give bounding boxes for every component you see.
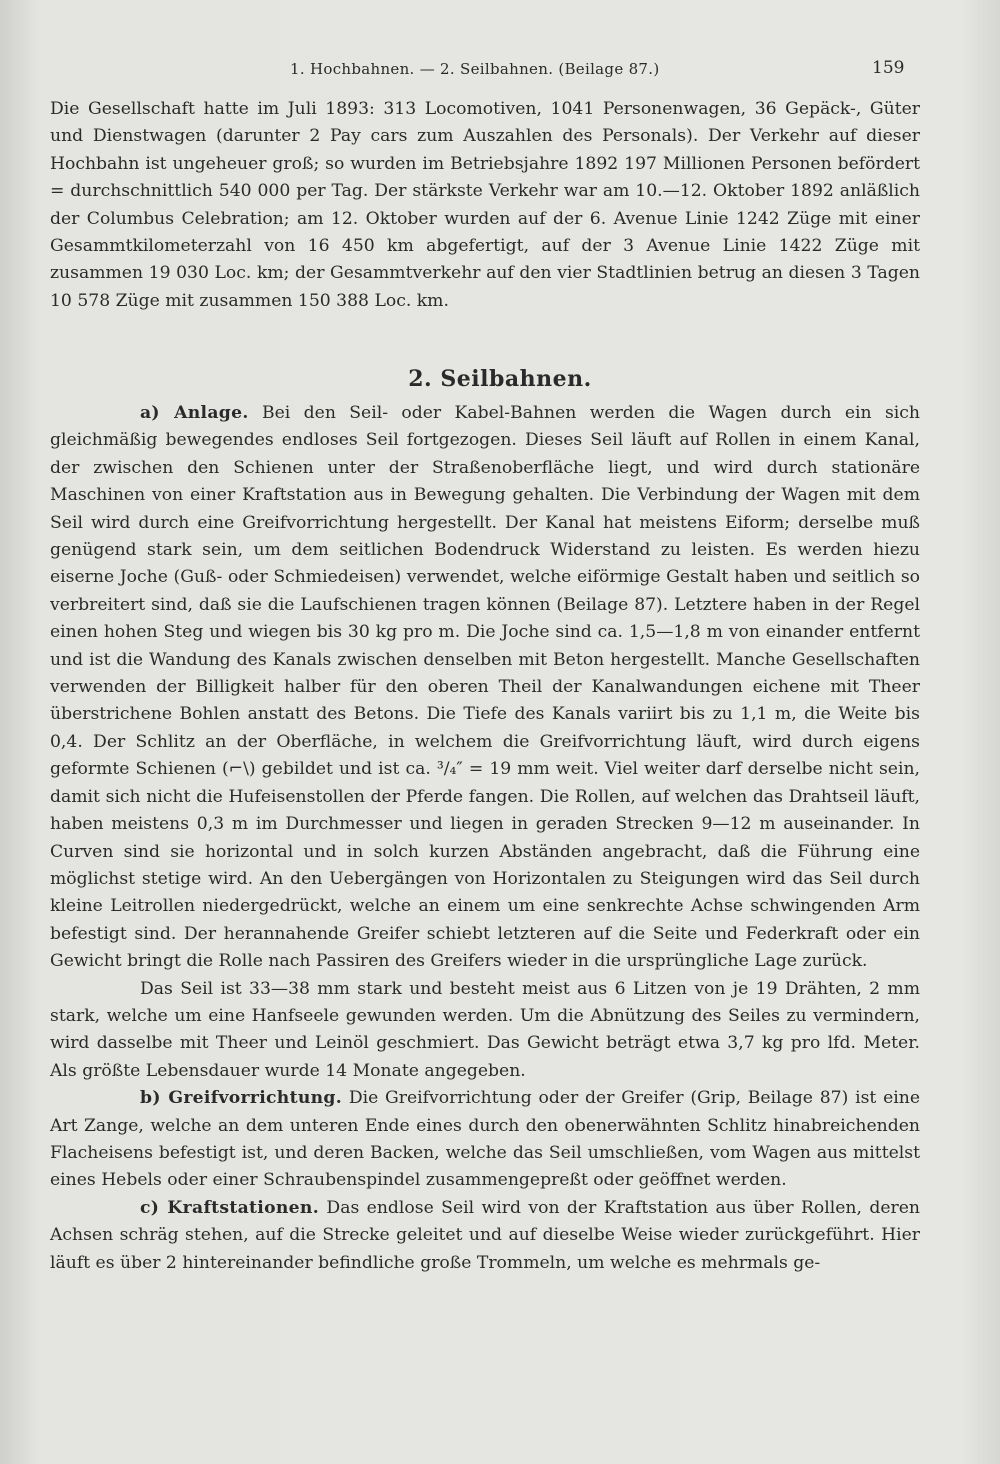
text-anlage: Bei den Seil- oder Kabel-Bahnen werden die Wagen durch ein sich gleichmäßig bewegendes endloses Seil fortgezogen. Dieses Seil läuft auf Rollen in einem Kanal, der zwischen den Schienen unter der Straßenoberfläche liegt, und wird durch stationäre Maschinen von einer Kraftstation aus in Bewegung gehalten. Die Verbindung der Wagen mit dem Seil wird durch eine Greifvorrichtung hergestellt. Der Kanal hat meistens Eiform; derselbe muß genügend stark sein, um dem seitlichen Bodendruck Widerstand zu leisten. Es werden hiezu eiserne Joche (Guß- oder Schmiedeisen) verwendet, welche eiförmige Gestalt haben und seitlich so verbreitert sind, daß sie die Laufschienen tragen können (Beilage 87). Letztere haben in der Regel einen hohen Steg und wiegen bis 30 kg pro m. Die Joche sind ca. 1,5—1,8 m von einander entfernt und ist die Wandung des Kanals zwischen denselben mit Beton hergestellt. Manche Gesellschaften verwenden der Billigkeit halber für den oberen Theil der Kanalwandungen eichene mit Theer überstrichene Bohlen anstatt des Betons. Die Tiefe des Kanals variirt bis zu 1,1 m, die Weite bis 0,4. Der Schlitz an der Oberfläche, in welchem die Greifvorrichtung läuft, wird durch eigens geformte Schienen (⌐\) gebildet und ist ca. ³/₄″ = 19 mm weit. Viel weiter darf derselbe nicht sein, damit sich nicht die Hufeisenstollen der Pferde fangen. Die Rollen, auf welchen das Drahtseil läuft, haben meistens 0,3 m im Durchmesser und liegen in geraden Strecken 9—12 m auseinander. In Curven sind sie horizontal und in solch kurzen Abständen angebracht, daß die Führung eine möglichst stetige wird. An den Uebergängen von Horizontalen zu Steigungen wird das Seil durch kleine Leitrollen niedergedrückt, welche an einem um eine senkrechte Achse schwingenden Arm befestigt sind. Der herannahende Greifer schiebt letzteren auf die Seite und Federkraft oder ein Gewicht bringt die Rolle nach Passiren des Greifers wieder in die ursprüngliche Lage zurück.: [50, 403, 920, 972]
intro-paragraph: Die Gesellschaft hatte im Juli 1893: 313 Locomotiven, 1041 Personenwagen, 36 Gepäck-, Güter und Dienstwagen (darunter 2 Pay cars zum Auszahlen des Personals). Der Verkehr auf dieser Hochbahn ist ungeheuer groß; so wurden im Betriebsjahre 1892 197 Millionen Personen befördert = durchschnittlich 540 000 per Tag. Der stärkste Verkehr war am 10.—12. Oktober 1892 anläßlich der Columbus Celebration; am 12. Oktober wurden auf der 6. Avenue Linie 1242 Züge mit einer Gesammtkilometerzahl von 16 450 km abgefertigt, auf der 3 Avenue Linie 1422 Züge mit zusammen 19 030 Loc. km; der Gesammtverkehr auf den vier Stadtlinien betrug an diesen 3 Tagen 10 578 Züge mit zusammen 150 388 Loc. km.: [50, 99, 920, 311]
text-kraftstationen: Das endlose Seil wird von der Kraftstation aus über Rollen, deren Achsen schräg stehen, auf die Strecke geleitet und auf dieselbe Weise wieder zurückgeführt. Hier läuft es über 2 hintereinander befindliche große Trommeln, um welche es mehrmals ge-: [50, 1197, 920, 1273]
page-header: [0, 58, 1000, 88]
paragraph-kraftstationen: [50, 1195, 920, 1277]
intro-block: [50, 96, 920, 315]
heading-kraftstationen: c) Kraftstationen.: [140, 1197, 319, 1218]
text-greifvorrichtung: Die Greifvorrichtung oder der Greifer (Grip, Beilage 87) ist eine Art Zange, welche an dem unteren Ende eines durch den obenerwähnten Schlitz hinabreichenden Flacheisens befestigt ist, und deren Backen, welche das Seil umschließen, vom Wagen aus mittelst eines Hebels oder einer Schraubenspindel zusammengepreßt oder geöffnet werden.: [50, 1088, 920, 1191]
heading-anlage: a) Anlage.: [140, 403, 249, 423]
paragraph-anlage: [50, 400, 920, 976]
paragraph-seil: [50, 976, 920, 1086]
heading-greifvorrichtung: b) Greifvorrichtung.: [140, 1088, 343, 1109]
page-number: 159: [872, 58, 905, 78]
section-title: 2. Seilbahnen.: [408, 366, 592, 392]
text-seil: Das Seil ist 33—38 mm stark und besteht meist aus 6 Litzen von je 19 Drähten, 2 mm stark, welche um eine Hanfseele gewunden werden. Um die Abnützung des Seiles zu vermindern, wird dasselbe mit Theer und Leinöl geschmiert. Das Gewicht beträgt etwa 3,7 kg pro lfd. Meter. Als größte Lebensdauer wurde 14 Monate angegeben.: [50, 978, 920, 1081]
paragraph-greifvorrichtung: [50, 1085, 920, 1195]
running-head: 1. Hochbahnen. — 2. Seilbahnen. (Beilage 87.): [290, 60, 660, 78]
section-body: [50, 400, 920, 1277]
